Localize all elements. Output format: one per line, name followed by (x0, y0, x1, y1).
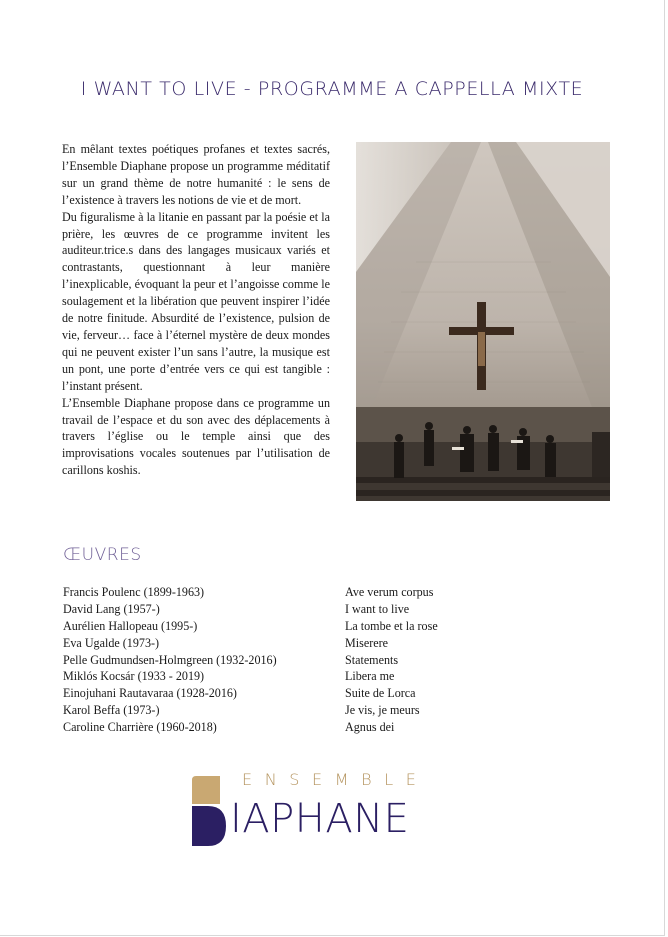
intro-paragraph-3: L’Ensemble Diaphane propose dans ce programme un travail de l’espace et du son avec des déplacements à travers l’église ou le temple ainsi que des improvisations vocales soutenues par l’utilisation de carillons koshis. (62, 395, 330, 478)
work-composer: Caroline Charrière (1960-2018) (63, 720, 217, 735)
logo-diaphane-text: IAPHANE (230, 796, 410, 842)
work-piece: La tombe et la rose (345, 618, 438, 633)
work-composer: Francis Poulenc (1899-1963) (63, 585, 205, 599)
work-row (63, 584, 603, 601)
work-row (63, 685, 603, 702)
work-row (63, 618, 603, 635)
work-piece: Libera me (345, 669, 395, 684)
work-piece: Statements (345, 652, 399, 667)
work-piece: Miserere (345, 635, 388, 650)
work-row (63, 601, 603, 618)
work-row (63, 702, 603, 719)
logo-ensemble-text: ENSEMBLE (242, 770, 429, 789)
work-composer: Einojuhani Rautavaraa (1928-2016) (63, 686, 237, 701)
work-composer: David Lang (1957-) (63, 601, 160, 616)
work-row (63, 668, 603, 685)
work-composer: Aurélien Hallopeau (1995-) (63, 618, 198, 633)
works-heading: ŒUVRES (63, 545, 142, 565)
church-concert-photo (356, 142, 610, 501)
intro-text (62, 141, 330, 479)
work-composer: Pelle Gudmundsen-Holmgreen (1932-2016) (63, 652, 277, 667)
logo-d-mark (190, 774, 230, 846)
work-row (63, 719, 603, 736)
work-piece: I want to live (345, 601, 410, 616)
page-title: I WANT TO LIVE - PROGRAMME A CAPPELLA MIXTE (80, 78, 584, 100)
intro-paragraph-1: En mêlant textes poétiques profanes et textes sacrés, l’Ensemble Diaphane propose un programme méditatif sur un grand thème de notre humanité : le sens de l’existence à travers les notions de vie et de mort. (62, 142, 330, 207)
work-composer: Eva Ugalde (1973-) (63, 635, 160, 650)
work-piece: Je vis, je meurs (345, 703, 420, 718)
intro-paragraph-2: Du figuralisme à la litanie en passant par la poésie et la prière, les œuvres de ce programme invitent les auditeur.trice.s dans des langages musicaux variés et contrastants, questionnant à leur manière l’inexplicable, évoquant la peur et l’angoisse comme le soulagement et la libération que peuvent inspirer l’idée de notre finitude. Absurdité de l’existence, pulsion de vie, ferveur… face à l’éternel mystère de deux mondes qui ne peuvent exister l’un sans l’autre, la musique est un pont, une porte d’entrée vers ce qui est tangible : l’instant présent. (62, 209, 330, 393)
works-list (63, 584, 603, 736)
work-composer: Miklós Kocsár (1933 - 2019) (63, 669, 205, 684)
work-piece: Ave verum corpus (345, 585, 434, 599)
work-row (63, 652, 603, 669)
work-piece: Agnus dei (345, 720, 395, 735)
ensemble-diaphane-logo (190, 770, 465, 848)
work-row (63, 635, 603, 652)
work-composer: Karol Beffa (1973-) (63, 703, 160, 718)
work-piece: Suite de Lorca (345, 686, 416, 701)
